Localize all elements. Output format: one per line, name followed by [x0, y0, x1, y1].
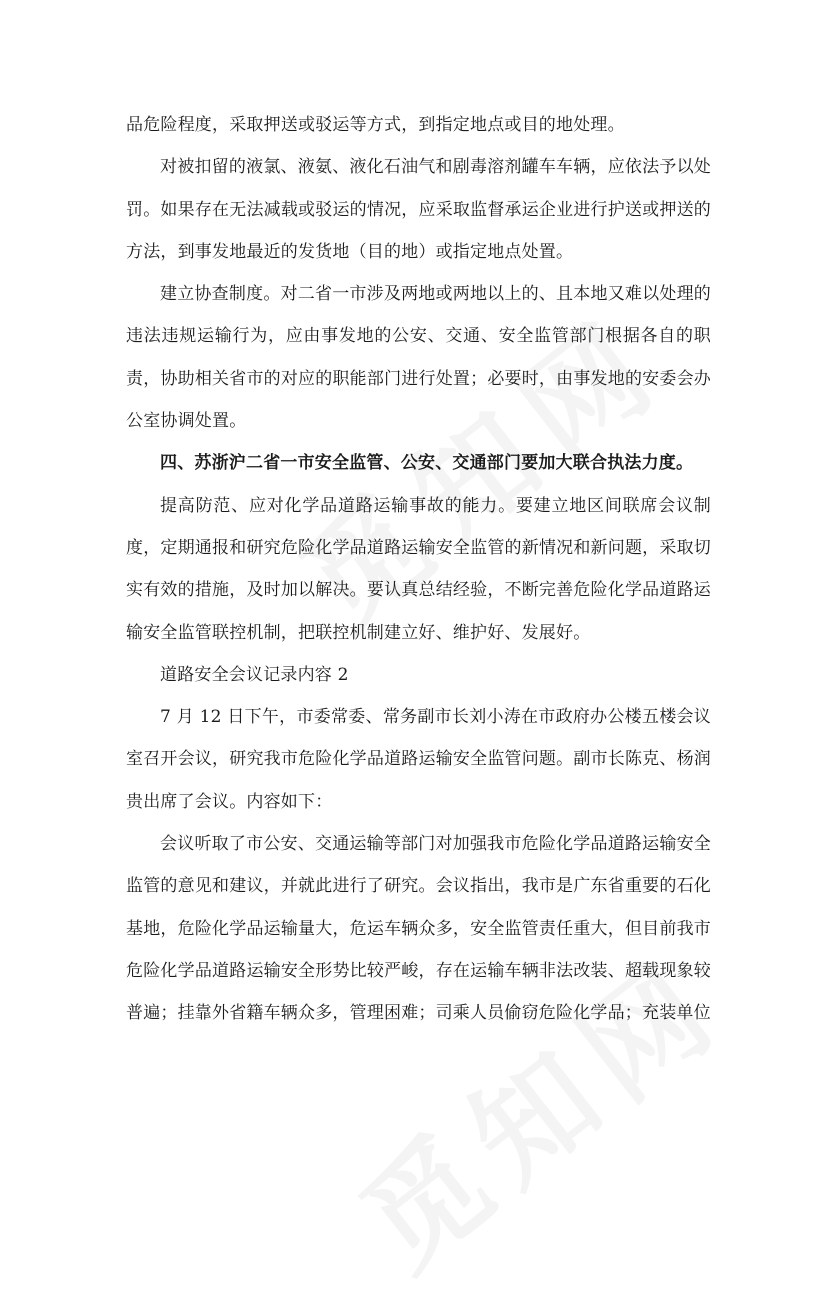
paragraph: 建立协查制度。对二省一市涉及两地或两地以上的、且本地又难以处理的违法违规运输行为，应由事发地的公安、交通、安全监管部门根据各自的职责，协助相关省市的对应的职能部门进行处置；必要时，由事发地的安委会办公室协调处置。	[126, 284, 711, 432]
paragraph: 提高防范、应对化学品道路运输事故的能力。要建立地区间联席会议制度，定期通报和研究危险化学品道路运输安全监管的新情况和新问题，采取切实有效的措施，及时加以解决。要认真总结经验，不断完善危险化学品道路运输安全监管联控机制，把联控机制建立好、维护好、发展好。	[126, 495, 711, 643]
paragraph: 7 月 12 日下午，市委常委、常务副市长刘小涛在市政府办公楼五楼会议室召开会议，研究我市危险化学品道路运输安全监管问题。副市长陈克、杨润贵出席了会议。内容如下：	[126, 707, 711, 812]
paragraph: 会议听取了市公安、交通运输等部门对加强我市危险化学品道路运输安全监管的意见和建议，并就此进行了研究。会议指出，我市是广东省重要的石化基地，危险化学品运输量大，危运车辆众多，安全监管责任重大，但目前我市危险化学品道路运输安全形势比较严峻，存在运输车辆非法改装、超载现象较普遍；挂靠外省籍车辆众多，管理困难；司乘人员偷窃危险化学品；充装单位	[126, 834, 711, 1024]
paragraph: 品危险程度，采取押送或驳运等方式，到指定地点或目的地处理。	[126, 115, 625, 135]
paragraph: 对被扣留的液氯、液氨、液化石油气和剧毒溶剂罐车车辆，应依法予以处罚。如果存在无法减载或驳运的情况，应采取监督承运企业进行护送或押送的方法，到事发地最近的发货地（目的地）或指定地点处置。	[126, 157, 711, 262]
document-subtitle: 道路安全会议记录内容 2	[160, 664, 349, 685]
document-body	[126, 104, 711, 1035]
section-heading: 四、苏浙沪二省一市安全监管、公安、交通部门要加大联合执法力度。	[160, 453, 694, 474]
